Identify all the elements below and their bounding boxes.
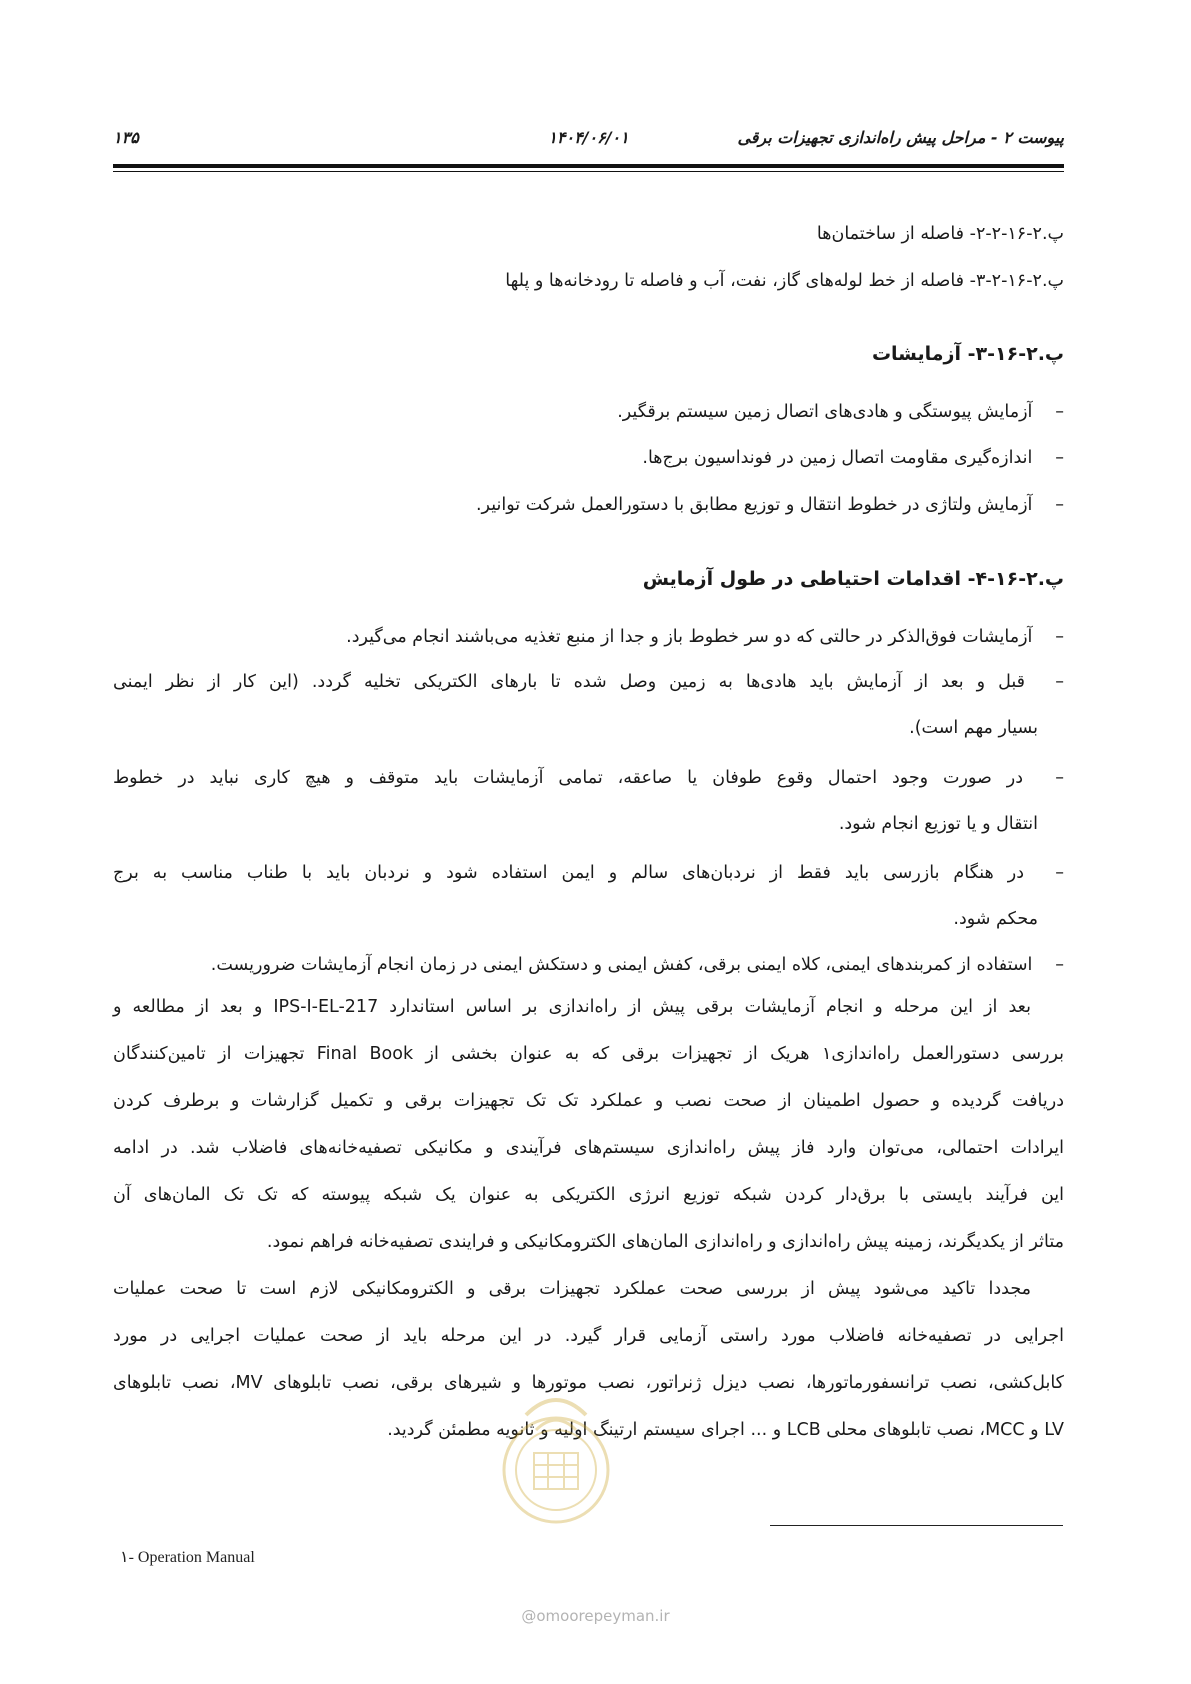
list-item-continuation: انتقال و یا توزیع انجام شود. [838, 814, 1038, 834]
list-item: – آزمایش ولتاژی در خطوط انتقال و توزیع مطابق با دستورالعمل شرکت توانیر. [113, 490, 1064, 520]
list-item: – اندازه‌گیری مقاومت اتصال زمین در فونداسیون برج‌ها. [113, 443, 1064, 473]
bullet-dash: – [1055, 768, 1064, 788]
paragraph-line: LV و MCC، نصب تابلوهای محلی LCB و ... اجرای سیستم ارتینگ اولیه و ثانویه مطمئن گردید. [387, 1420, 1064, 1440]
list-item-continuation: بسیار مهم است). [909, 718, 1038, 738]
bullet-dash: – [1055, 627, 1064, 647]
subsection-line: پ.۲-۱۶-۲-۳- فاصله از خط لوله‌های گاز، نفت، آب و فاصله تا رودخانه‌ها و پلها [505, 271, 1064, 291]
footnote-rule [770, 1525, 1063, 1526]
list-item: – قبل و بعد از آزمایش باید هادی‌ها به زمین وصل شده تا بارهای الکتریکی تخلیه گردد. (این کار از نظر ایمنی [113, 667, 1064, 697]
section-heading: پ.۲-۱۶-۴- اقدامات احتیاطی در طول آزمایش [642, 568, 1064, 590]
section-heading: پ.۲-۱۶-۳- آزمایشات [871, 343, 1064, 365]
paragraph-line: بعد از این مرحله و انجام آزمایشات برقی پیش از راه‌اندازی بر اساس استاندارد IPS-I-EL-217 و بعد از مطالعه و [113, 997, 1031, 1017]
bullet-dash: – [1055, 672, 1064, 692]
watermark-logo-icon [496, 1375, 616, 1535]
bullet-dash: – [1055, 448, 1064, 468]
footnote: ۱- Operation Manual [120, 1549, 255, 1566]
list-item-continuation: محکم شود. [953, 909, 1038, 929]
bullet-dash: – [1055, 863, 1064, 883]
header-title: پیوست ۲ - مراحل پیش راه‌اندازی تجهیزات برقی [737, 128, 1064, 147]
list-item: – استفاده از کمربندهای ایمنی، کلاه ایمنی برقی، کفش ایمنی و دستکش ایمنی در زمان انجام آزمایشات ضروریست. [113, 950, 1064, 980]
paragraph-line: این فرآیند بایستی با برق‌دار کردن شبکه توزیع انرژی الکتریکی به عنوان یک شبکه پیوسته که تک تک المان‌های آن [113, 1185, 1064, 1205]
paragraph-line: دریافت گردیده و حصول اطمینان از صحت نصب و عملکرد تک تک تجهیزات برقی و تکمیل گزارشات و برطرف کردن [113, 1091, 1064, 1111]
list-item: – آزمایش پیوستگی و هادی‌های اتصال زمین سیستم برقگیر. [113, 397, 1064, 427]
bullet-dash: – [1055, 402, 1064, 422]
header-rule [113, 164, 1064, 168]
page-header [113, 128, 1064, 150]
paragraph-line: ایرادات احتمالی، می‌توان وارد فاز پیش راه‌اندازی سیستم‌های فرآیندی و مکانیکی تصفیه‌خانه‌های فاضلاب شد. در ادامه [113, 1138, 1064, 1158]
bullet-dash: – [1055, 495, 1064, 515]
list-item: – در صورت وجود احتمال وقوع طوفان یا صاعقه، تمامی آزمایشات باید متوقف و هیچ کاری نباید در خطوط [113, 763, 1064, 793]
header-rule-thin [113, 171, 1064, 172]
page-number: ۱۳۵ [113, 128, 139, 147]
watermark-url: @omoorepeyman.ir [521, 1607, 670, 1625]
subsection-line: پ.۲-۱۶-۲-۲- فاصله از ساختمان‌ها [816, 224, 1064, 244]
bullet-dash: – [1055, 955, 1064, 975]
paragraph-line: اجرایی در تصفیه‌خانه فاضلاب مورد راستی آزمایی قرار گیرد. در این مرحله باید از صحت عملیات اجرایی در مورد [113, 1326, 1064, 1346]
paragraph-line: بررسی دستورالعمل راه‌اندازی۱ هریک از تجهیزات برقی که به عنوان بخشی از Final Book تجهیزات از تامین‌کنندگان [113, 1044, 1065, 1064]
list-item: – در هنگام بازرسی باید فقط از نردبان‌های سالم و ایمن استفاده شود و نردبان باید با طناب مناسب به برج [113, 858, 1064, 888]
header-date: ۱۴۰۴/۰۶/۰۱ [548, 128, 629, 147]
paragraph-line: کابل‌کشی، نصب ترانسفورماتورها، نصب دیزل ژنراتور، نصب موتورها و شیرهای برقی، نصب تابلوهای MV، نصب تابلوهای [113, 1373, 1064, 1393]
list-item: – آزمایشات فوق‌الذکر در حالتی که دو سر خطوط باز و جدا از منبع تغذیه می‌باشند انجام می‌گیرد. [113, 622, 1064, 652]
paragraph-line: مجددا تاکید می‌شود پیش از بررسی صحت عملکرد تجهیزات برقی و الکترومکانیکی لازم است تا صحت عملیات [113, 1279, 1031, 1299]
paragraph-line: متاثر از یکدیگرند، زمینه پیش راه‌اندازی و راه‌اندازی المان‌های الکترومکانیکی و فرایندی تصفیه‌خانه فراهم نمود. [266, 1232, 1064, 1252]
